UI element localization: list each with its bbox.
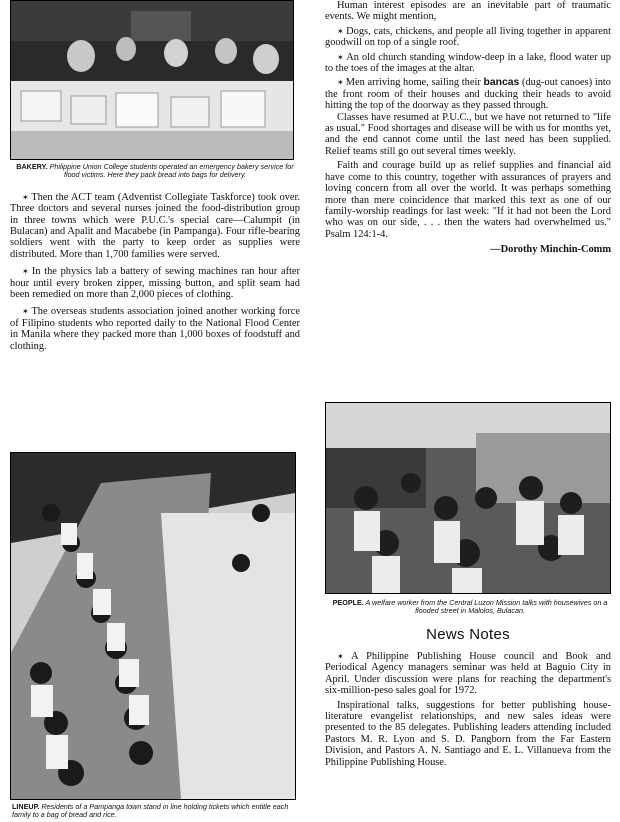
- right-bullet-bancas: [325, 77, 611, 111]
- right-intro: Human interest episodes are an inevitable part of traumatic events. We might mention,: [325, 0, 611, 23]
- news-notes-section: [325, 618, 611, 768]
- right-bullet-church: ✶ An old church standing window-deep in a lake, flood water up to the toes of the images at the altar.: [325, 52, 611, 75]
- left-paragraph-overseas: ✶ The overseas students association joined another working force of Filipino students who reported daily to the National Flood Center in Manila where they packed more than 1,000 boxes of foodstuff and clothing.: [10, 306, 300, 352]
- bakery-caption-text: Philippine Union College students operated an emergency bakery service for flood victims. Here they pack bread into bags for delivery.: [49, 162, 294, 180]
- bakery-caption-label: BAKERY.: [16, 162, 48, 171]
- lineup-caption: [12, 803, 302, 820]
- bancas-term: bancas: [483, 77, 520, 89]
- right-paragraph-classes: Classes have resumed at P.U.C., but we have not returned to "life as usual." Food shortages and disease will be with us for months yet, and the end cannot come until the last need has been supplied. Relief teams still go out several times weekly.: [325, 111, 611, 157]
- people-caption-text: A welfare worker from the Central Luzon Mission talks with housewives on a flooded street in Malolos, Bulacan.: [365, 598, 608, 616]
- people-caption-label: PEOPLE.: [332, 598, 364, 607]
- news-notes-heading: News Notes: [426, 626, 510, 643]
- left-paragraph-act-team: ✶ Then the ACT team (Adventist Collegiate Taskforce) took over. Three doctors and several nurses joined the food-distribution group in three towns which were P.U.C.'s special care—Calumpit (in Bulacan) and Apalit and Macabebe (in Pampanga). Four rifle-bearing soldiers went with the party to keep order as supplies were distributed. More than 1,700 families were served.: [10, 192, 300, 260]
- people-photo-graphic: [326, 403, 610, 593]
- lineup-photo: [10, 452, 296, 800]
- lineup-caption-label: LINEUP.: [12, 802, 40, 811]
- right-bullet-animals: ✶ Dogs, cats, chickens, and people all living together in apparent goodwill on top of a single roof.: [325, 26, 611, 49]
- news-paragraph-seminar: ✶ A Philippine Publishing House council and Book and Periodical Agency managers seminar was held at Baguio City in April. Under discussion were plans for reaching the department's six-million-peso sales goal for 1972.: [325, 651, 611, 697]
- lineup-photo-graphic: [11, 453, 295, 799]
- left-paragraph-sewing: ✶ In the physics lab a battery of sewing machines ran hour after hour until every broken zipper, missing button, and split seam had been remedied on more than 2,000 pieces of clothing.: [10, 266, 300, 300]
- left-column: [10, 0, 300, 820]
- bakery-photo-graphic: [11, 1, 293, 159]
- author-signature: —Dorothy Minchin-Comm: [490, 244, 611, 256]
- bakery-photo: [10, 0, 294, 160]
- bancas-text-a: Men arriving home, sailing their: [345, 77, 481, 89]
- bakery-caption: [12, 163, 298, 180]
- news-paragraph-talks: Inspirational talks, suggestions for better publishing house-literature evangelist relationships, and new sales ideas were presented to the 85 delegates. Publishing leaders attending included Pastors M. R. Lyon and S. D. Pangborn from the Far Eastern Division, and Pastors A. N. Santiago and E. L. Villanueva from the Philippine Publishing House.: [325, 699, 611, 768]
- people-caption: [327, 599, 613, 616]
- people-photo: [325, 402, 611, 594]
- lineup-caption-text: Residents of a Pampanga town stand in line holding tickets which entitle each family to a bag of bread and rice.: [12, 802, 289, 820]
- right-column: [325, 0, 612, 768]
- right-paragraph-faith: Faith and courage build up as relief supplies and financial aid have come to this country, together with assurances of prayers and loving concern from all over the world. It was perhaps something more than mere coincidence that marked this text as one of our family-worship readings for last week: "If it had not been the Lord who was on our side, . . . then the waters had overwhelmed us." Psalm 124:1-4.: [325, 160, 611, 240]
- bancas-text-b: (dug-out canoes) into the front room of their houses and ducking their heads to avoid hitting the top of the doorway as they passed through.: [325, 77, 611, 112]
